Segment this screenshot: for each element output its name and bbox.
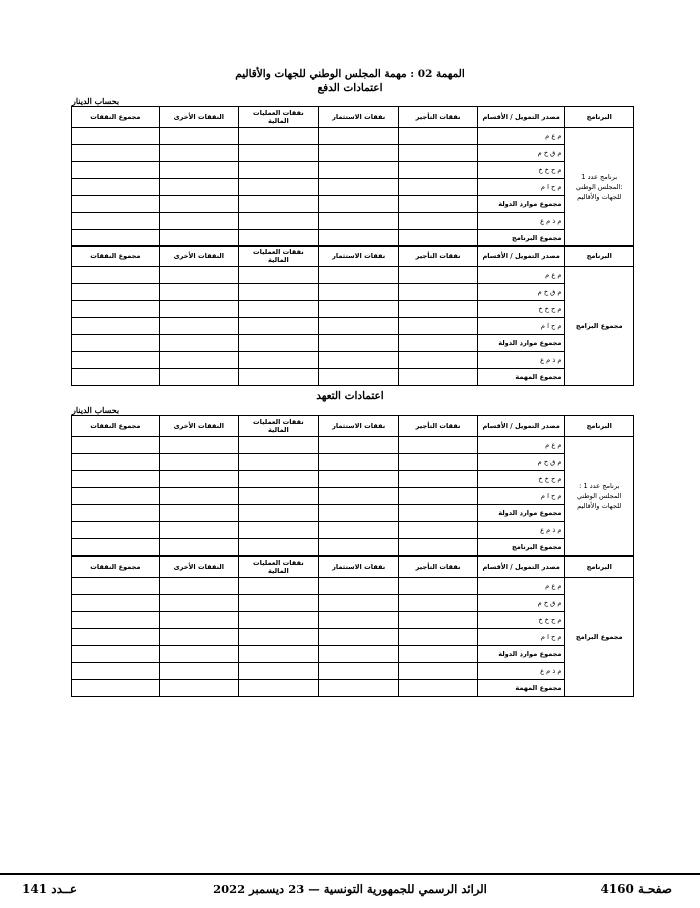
- table-row: [72, 335, 634, 352]
- funding-source-cell: مجموع المهمة: [477, 369, 565, 386]
- table-row: [72, 179, 634, 196]
- funding-source-cell: م ذ م ع: [477, 663, 565, 680]
- table-row: [72, 595, 634, 612]
- table-row: [72, 663, 634, 680]
- table-row: [72, 612, 634, 629]
- table-row: [72, 301, 634, 318]
- header-wages: نفقات التأجير: [399, 557, 477, 578]
- table-row: [72, 522, 634, 539]
- funding-source-cell: م ق خ م: [477, 284, 565, 301]
- funding-source-cell: م ذ م ع: [477, 213, 565, 230]
- journal-title: الرائد الرسمي للجمهورية التونسية — 23 ديسمبر 2022: [213, 882, 487, 896]
- header-investment: نفقات الاستثمار: [318, 107, 398, 128]
- header-financial-ops: نفقات العمليات المالية: [238, 557, 318, 578]
- header-program: البرنامج: [565, 416, 634, 437]
- program-label: برنامج عدد 1 : المجلس الوطني للجهات والأقاليم: [565, 437, 634, 556]
- header-wages: نفقات التأجير: [399, 107, 477, 128]
- header-funding-source: مصدر التمويل / الأقسام: [477, 416, 565, 437]
- section-title-payment: اعتمادات الدفع: [317, 82, 383, 94]
- table-row: [72, 162, 634, 179]
- funding-source-cell: م ذ م ع: [477, 352, 565, 369]
- payment-programs-total-table: [71, 245, 634, 386]
- header-financial-ops: نفقات العمليات المالية: [238, 107, 318, 128]
- table-row: [72, 539, 634, 556]
- table-row: [72, 578, 634, 595]
- header-funding-source: مصدر التمويل / الأقسام: [477, 107, 565, 128]
- funding-source-cell: مجموع موارد الدولة: [477, 196, 565, 213]
- header-total: مجموع النفقات: [72, 416, 160, 437]
- funding-source-cell: م ح خ خ: [477, 612, 565, 629]
- header-other: النفقات الأخرى: [159, 246, 238, 267]
- table-row: [72, 284, 634, 301]
- funding-source-cell: م ق خ م: [477, 145, 565, 162]
- header-funding-source: مصدر التمويل / الأقسام: [477, 557, 565, 578]
- header-investment: نفقات الاستثمار: [318, 557, 398, 578]
- program-label: برنامج عدد 1 :المجلس الوطني للجهات والأقاليم: [565, 128, 634, 247]
- header-other: النفقات الأخرى: [159, 557, 238, 578]
- header-wages: نفقات التأجير: [399, 246, 477, 267]
- section-title-commitment: اعتمادات التعهد: [316, 390, 384, 402]
- funding-source-cell: م ح ا م: [477, 629, 565, 646]
- header-program: البرنامج: [565, 107, 634, 128]
- payment-program-table: [71, 106, 634, 247]
- funding-source-cell: م ع م: [477, 267, 565, 284]
- commitment-programs-total-table: [71, 556, 634, 697]
- funding-source-cell: مجموع المهمة: [477, 680, 565, 697]
- table-row: [72, 196, 634, 213]
- table-row: [72, 629, 634, 646]
- funding-source-cell: م ع م: [477, 437, 565, 454]
- funding-source-cell: م ح خ خ: [477, 471, 565, 488]
- header-total: مجموع النفقات: [72, 107, 160, 128]
- issue-number: عــدد 141: [22, 882, 78, 896]
- funding-source-cell: مجموع موارد الدولة: [477, 646, 565, 663]
- table-row: [72, 145, 634, 162]
- header-other: النفقات الأخرى: [159, 107, 238, 128]
- funding-source-cell: م ع م: [477, 578, 565, 595]
- table-row: [72, 646, 634, 663]
- table-row: [72, 680, 634, 697]
- header-total: مجموع النفقات: [72, 557, 160, 578]
- header-funding-source: مصدر التمويل / الأقسام: [477, 246, 565, 267]
- table-row: [72, 128, 634, 145]
- funding-source-cell: مجموع موارد الدولة: [477, 505, 565, 522]
- mission-title: المهمة 02 : مهمة المجلس الوطني للجهات والأقاليم: [235, 68, 465, 80]
- unit-label: بحساب الدينار: [72, 96, 120, 106]
- funding-source-cell: م ح ا م: [477, 318, 565, 335]
- programs-total-label: مجموع البرامج: [565, 267, 634, 386]
- funding-source-cell: م ح خ خ: [477, 162, 565, 179]
- table-row: [72, 230, 634, 247]
- table-row: [72, 213, 634, 230]
- funding-source-cell: م ح ا م: [477, 179, 565, 196]
- header-financial-ops: نفقات العمليات المالية: [238, 416, 318, 437]
- table-row: [72, 488, 634, 505]
- programs-total-label: مجموع البرامج: [565, 578, 634, 697]
- header-investment: نفقات الاستثمار: [318, 416, 398, 437]
- header-investment: نفقات الاستثمار: [318, 246, 398, 267]
- unit-label: بحساب الدينار: [72, 405, 120, 415]
- funding-source-cell: م ذ م ع: [477, 522, 565, 539]
- funding-source-cell: م ع م: [477, 128, 565, 145]
- header-wages: نفقات التأجير: [399, 416, 477, 437]
- header-program: البرنامج: [565, 246, 634, 267]
- funding-source-cell: مجموع موارد الدولة: [477, 335, 565, 352]
- table-row: [72, 437, 634, 454]
- header-other: النفقات الأخرى: [159, 416, 238, 437]
- funding-source-cell: م ح خ خ: [477, 301, 565, 318]
- funding-source-cell: مجموع البرنامج: [477, 230, 565, 247]
- funding-source-cell: مجموع البرنامج: [477, 539, 565, 556]
- page-number: صفحـة 4160: [600, 882, 672, 896]
- footer-rule: [0, 873, 700, 875]
- header-financial-ops: نفقات العمليات المالية: [238, 246, 318, 267]
- funding-source-cell: م ق خ م: [477, 454, 565, 471]
- table-row: [72, 454, 634, 471]
- table-row: [72, 318, 634, 335]
- header-program: البرنامج: [565, 557, 634, 578]
- header-total: مجموع النفقات: [72, 246, 160, 267]
- table-row: [72, 471, 634, 488]
- commitment-program-table: [71, 415, 634, 556]
- table-row: [72, 505, 634, 522]
- table-row: [72, 267, 634, 284]
- table-row: [72, 352, 634, 369]
- table-row: [72, 369, 634, 386]
- funding-source-cell: م ح ا م: [477, 488, 565, 505]
- funding-source-cell: م ق خ م: [477, 595, 565, 612]
